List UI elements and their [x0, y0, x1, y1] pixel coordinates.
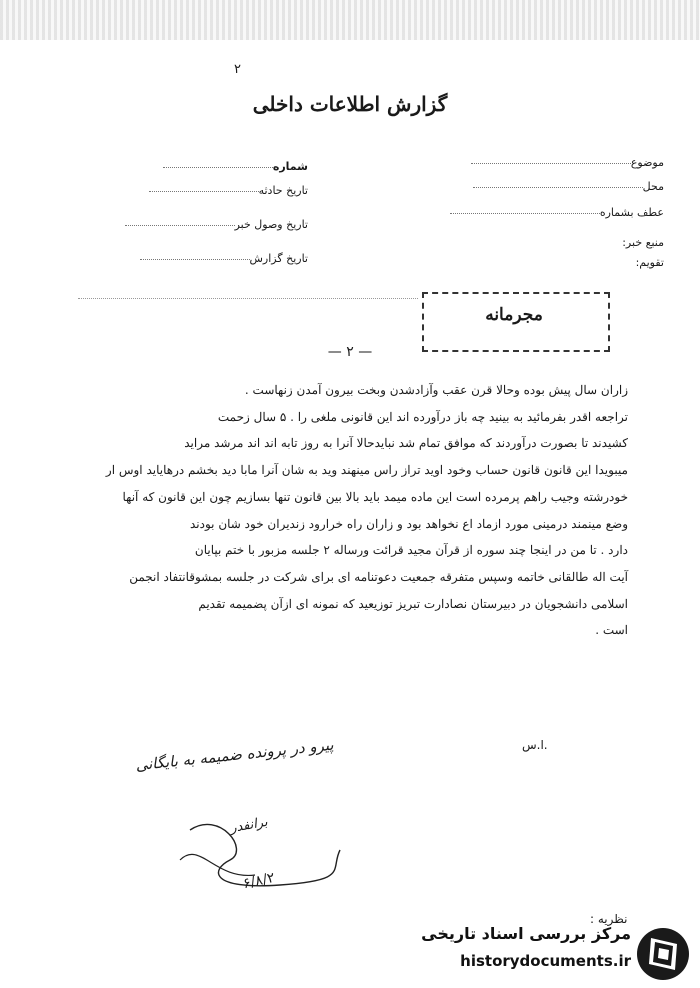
confidential-stamp: مجرمانه	[485, 305, 543, 325]
field-report-date	[88, 252, 308, 265]
field-calendar-label: تقویم:	[635, 256, 664, 269]
handwritten-signature: برانفدر	[228, 814, 269, 837]
page-number: — ۲ —	[327, 344, 373, 360]
opinion-label: نظریه :	[590, 912, 628, 926]
body-line: وضع مینمند درمینی مورد ازماد اع نخواهد بود و زاران راه خرارود زندیران خود شان بودند	[189, 516, 628, 531]
field-number-label: شماره	[272, 160, 308, 173]
watermark-title: مرکز بررسی اسناد تاریخی	[421, 924, 631, 943]
field-source-label: منبع خبر:	[622, 236, 664, 249]
header-mark: ۲	[234, 62, 241, 77]
field-source	[440, 236, 664, 249]
archive-logo-icon	[635, 926, 691, 982]
field-incident-date	[88, 184, 308, 197]
field-received-date-label: تاریخ وصول خبر	[234, 218, 308, 231]
body-line: زاران سال پیش بوده وحالا قرن عقب وآزادشدن وبخت بیرون آمدن زنهاست .	[244, 383, 628, 397]
field-location-label: محل	[642, 180, 664, 193]
body-line: کشیدند تا بصورت درآوردند که موافق تمام شد نبایدحالا آنرا به روز تابه اند اند مرشد مراید	[184, 436, 628, 451]
field-incident-date-label: تاریخ حادثه	[258, 184, 308, 197]
field-reference-label: عطف بشماره	[599, 206, 664, 219]
field-received-date	[88, 218, 308, 231]
body-line: تراجعه اقدر بفرمائید به بینید چه باز درآورده اند این قانونی ملغی را . ۵ سال زحمت	[217, 409, 628, 424]
body-line: دارد . تا من در اینجا چند سوره از قرآن مجید قرائت ورساله ۲ جلسه مزبور با ختم بپایان	[194, 543, 628, 558]
divider	[78, 298, 418, 299]
handwritten-note: پیرو در پرونده ضمیمه به بایگانی	[134, 735, 335, 775]
body-line: اسلامی دانشجویان در دبیرستان نصادارت تبریز توزیعید که نمونه ای ازآن پضمیمه تقدیم	[198, 596, 628, 611]
page-title: گزارش اطلاعات داخلی	[252, 92, 448, 116]
body-line: خودرشته وجیب راهم پرمرده است این ماده میمد باید بالا بین قانون تنها بسازیم چون این قانون که آنها	[122, 489, 628, 504]
handwritten-date: ۶/۸/۲	[241, 869, 277, 893]
field-calendar	[440, 256, 664, 269]
field-number	[88, 160, 308, 173]
watermark	[418, 924, 693, 984]
body-line: آیت اله طالقانی خاتمه وسپس متفرقه جمعیت دعوتنامه ای برای شرکت در جلسه بمشوقانتفاد انجمن	[129, 569, 628, 584]
scan-noise-top	[0, 0, 700, 40]
report-body	[68, 377, 628, 644]
source-mark: ا.س.	[522, 738, 548, 752]
body-line: است .	[595, 623, 628, 638]
field-reference	[440, 206, 664, 219]
field-subject-label: موضوع	[630, 156, 664, 169]
field-location	[440, 180, 664, 193]
field-subject	[440, 156, 664, 169]
watermark-url: historydocuments.ir	[460, 952, 631, 970]
field-report-date-label: تاریخ گزارش	[249, 252, 308, 265]
body-line: میبویدا این قانون قانون حساب وخود اوید تراز راس مینهند وید به شان آنرا مابا دید بخشم درهایاید اوس ار	[105, 463, 628, 478]
